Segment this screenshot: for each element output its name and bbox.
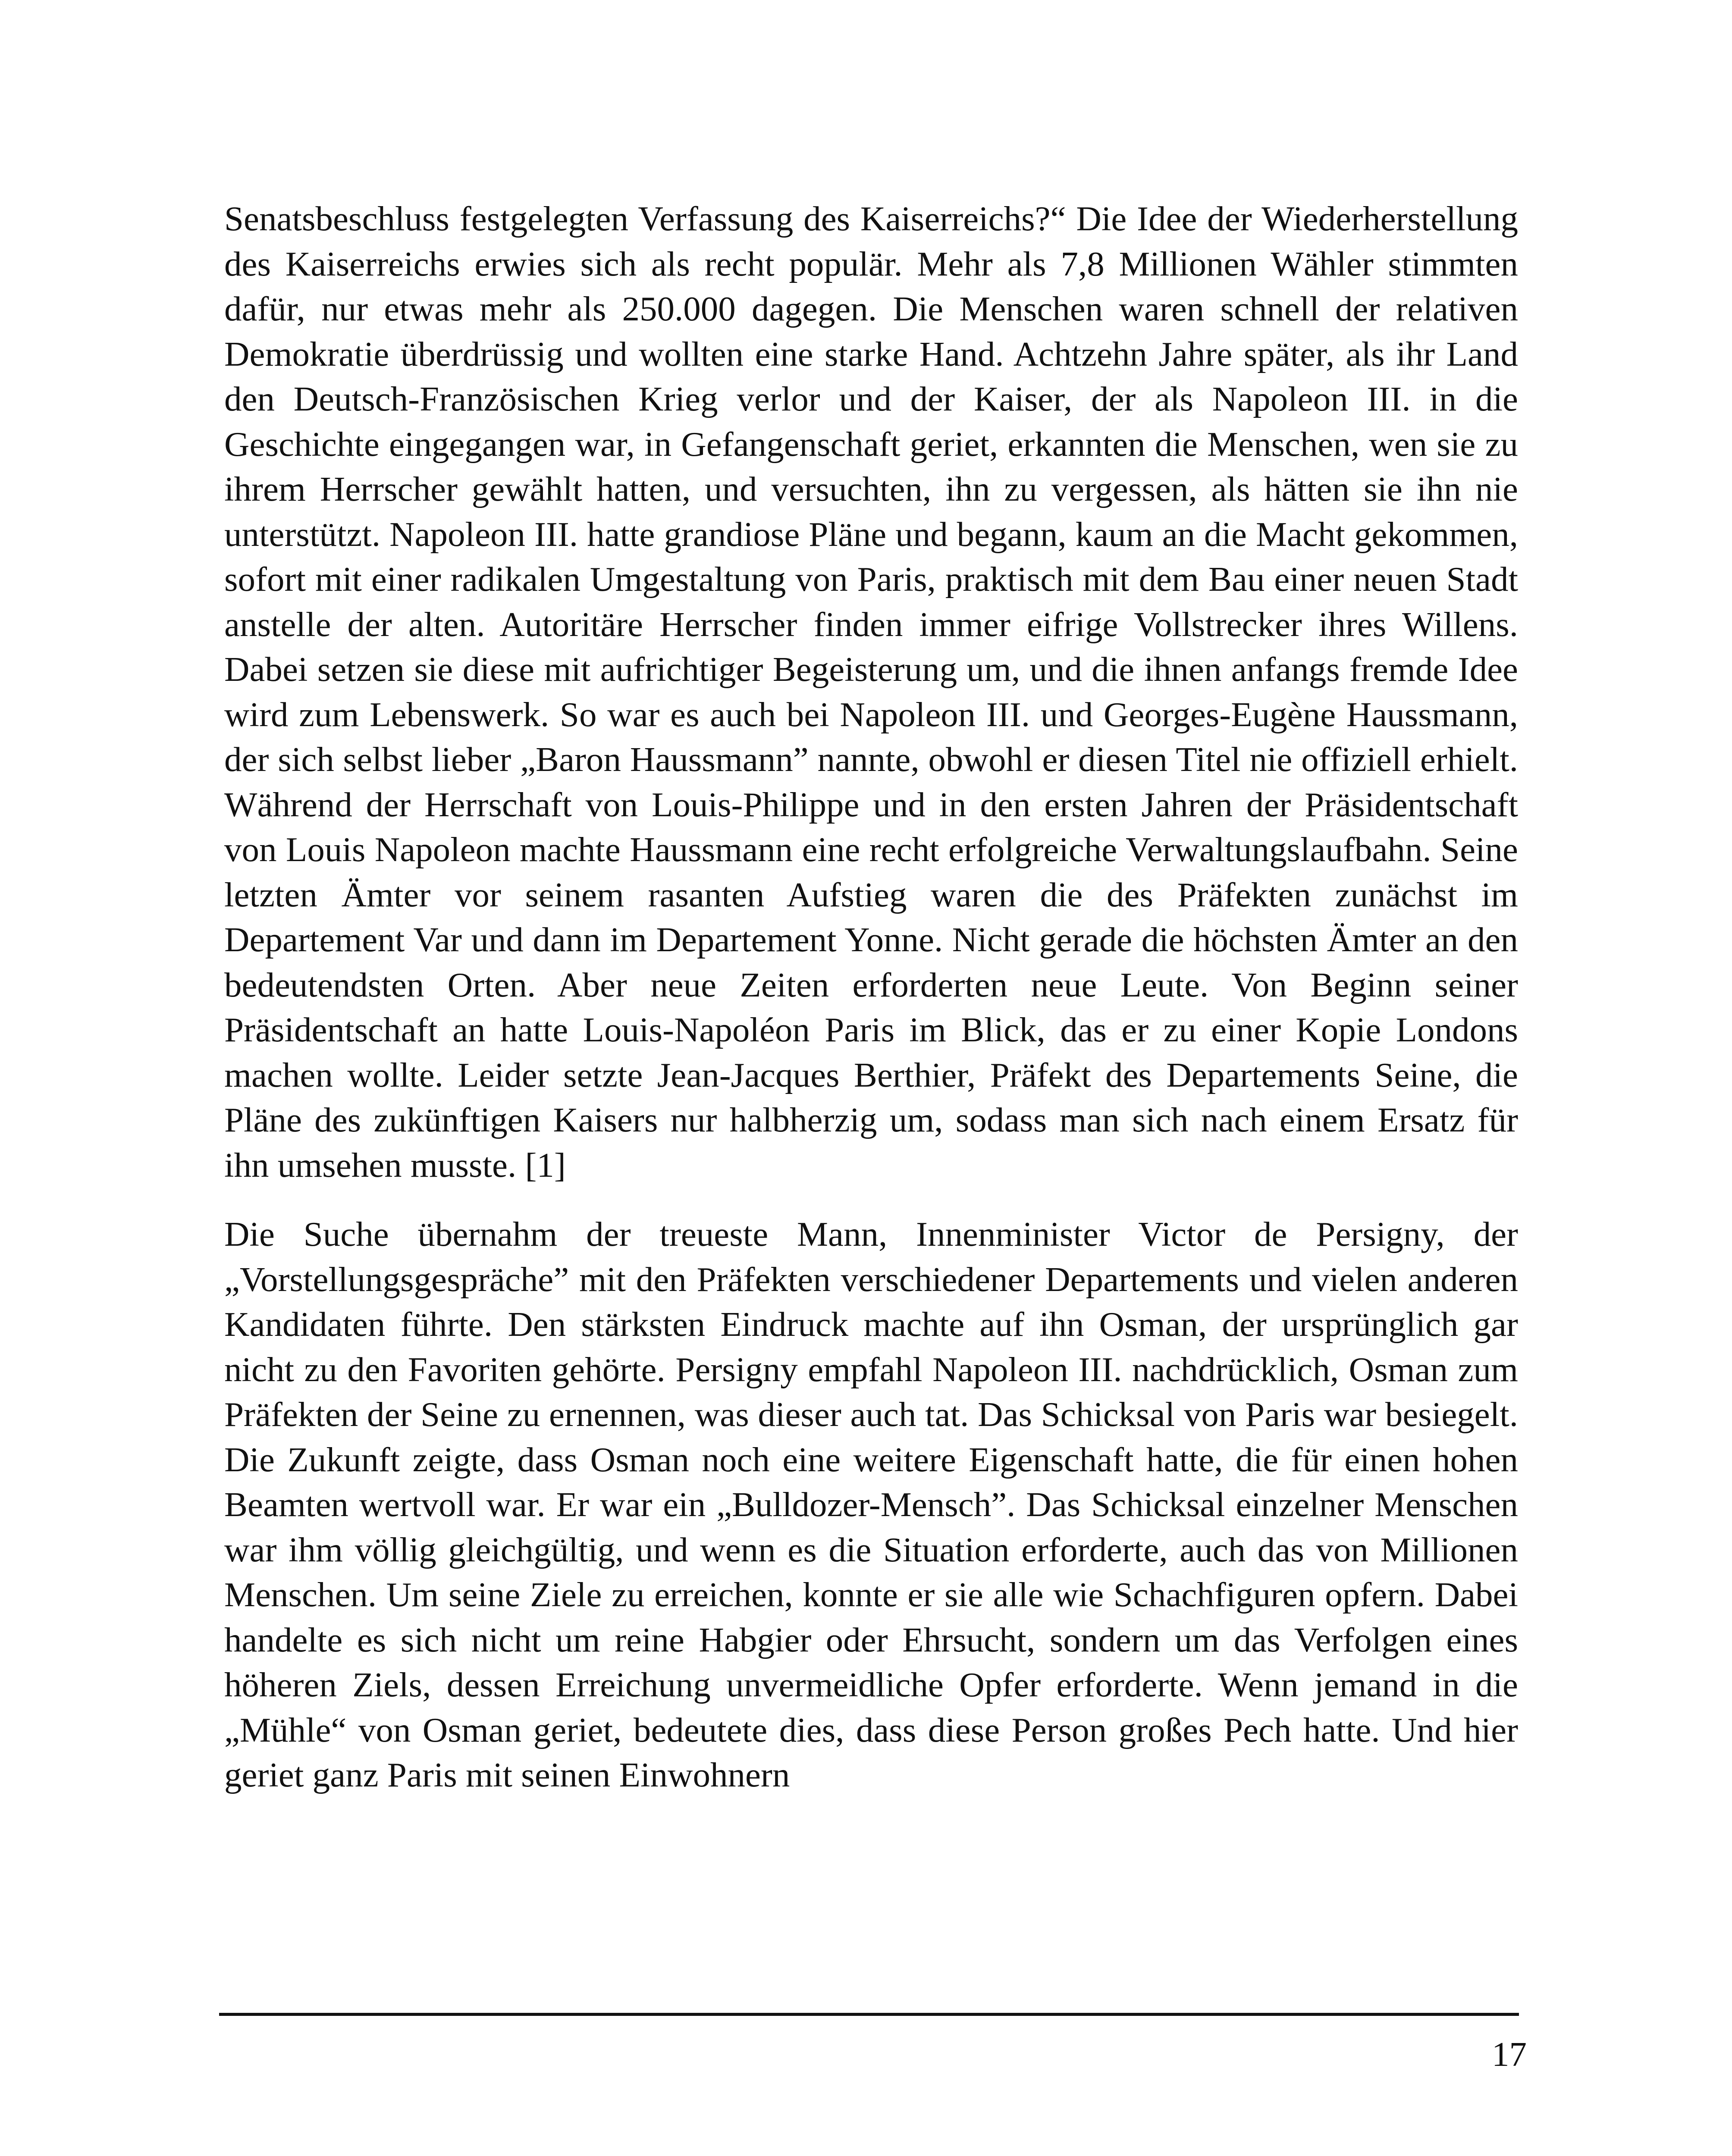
paragraph-1: Senatsbeschluss festgelegten Verfassung des Kaiserreichs?“ Die Idee der Wiederherstellung des Kaiserreichs erwies sich als recht populär. Mehr als 7,8 Millionen Wähler stimmten dafür, nur etwas mehr als 250.000 dagegen. Die Menschen waren schnell der relativen Demokratie überdrüssig und wollten eine starke Hand. Achtzehn Jahre später, als ihr Land den Deutsch-Französischen Krieg verlor und der Kaiser, der als Napoleon III. in die Geschichte eingegangen war, in Gefangenschaft geriet, erkannten die Menschen, wen sie zu ihrem Herrscher gewählt hatten, und versuchten, ihn zu vergessen, als hätten sie ihn nie unterstützt. Napoleon III. hatte grandiose Pläne und begann, kaum an die Macht gekommen, sofort mit einer radikalen Umgestaltung von Paris, praktisch mit dem Bau einer neuen Stadt anstelle der alten. Autoritäre Herrscher finden immer eifrige Vollstrecker ihres Willens. Dabei setzen sie diese mit aufrichtiger Begeisterung um, und die ihnen anfangs fremde Idee wird zum Lebenswerk. So war es auch bei Napoleon III. und Georges-Eugène Haussmann, der sich selbst lieber „Baron Haussmann” nannte, obwohl er diesen Titel nie offiziell erhielt. Während der Herrschaft von Louis-Philippe und in den ersten Jahren der Präsidentschaft von Louis Napoleon machte Haussmann eine recht erfolgreiche Verwaltungslaufbahn. Seine letzten Ämter vor seinem rasanten Aufstieg waren die des Präfekten zunächst im Departement Var und dann im Departement Yonne. Nicht gerade die höchsten Ämter an den bedeutendsten Orten. Aber neue Zeiten erforderten neue Leute. Von Beginn seiner Präsidentschaft an hatte Louis-Napoléon Paris im Blick, das er zu einer Kopie Londons machen wollte. Leider setzte Jean-Jacques Berthier, Präfekt des Departements Seine, die Pläne des zukünftigen Kaisers nur halbherzig um, sodass man sich nach einem Ersatz für ihn umsehen musste. [1] xyxy=(224,199,1518,1185)
page-number: 17 xyxy=(1492,2035,1527,2074)
paragraph-2: Die Suche übernahm der treueste Mann, Innenminister Victor de Persigny, der „Vorstellungsgespräche” mit den Präfekten verschiedener Departements und vielen anderen Kandidaten führte. Den stärksten Eindruck machte auf ihn Osman, der ursprünglich gar nicht zu den Favoriten gehörte. Persigny empfahl Napoleon III. nachdrücklich, Osman zum Präfekten der Seine zu ernennen, was dieser auch tat. Das Schicksal von Paris war besiegelt. Die Zukunft zeigte, dass Osman noch eine weitere Eigenschaft hatte, die für einen hohen Beamten wertvoll war. Er war ein „Bulldozer-Mensch”. Das Schicksal einzelner Menschen war ihm völlig gleichgültig, und wenn es die Situation erforderte, auch das von Millionen Menschen. Um seine Ziele zu erreichen, konnte er sie alle wie Schachfiguren opfern. Dabei handelte es sich nicht um reine Habgier oder Ehrsucht, sondern um das Verfolgen eines höheren Ziels, dessen Erreichung unvermeidliche Opfer erforderte. Wenn jemand in die „Mühle“ von Osman geriet, bedeutete dies, dass diese Person großes Pech hatte. Und hier geriet ganz Paris mit seinen Einwohnern xyxy=(224,1215,1518,1794)
body-text xyxy=(224,196,1518,1798)
footer-divider xyxy=(219,2013,1519,2016)
